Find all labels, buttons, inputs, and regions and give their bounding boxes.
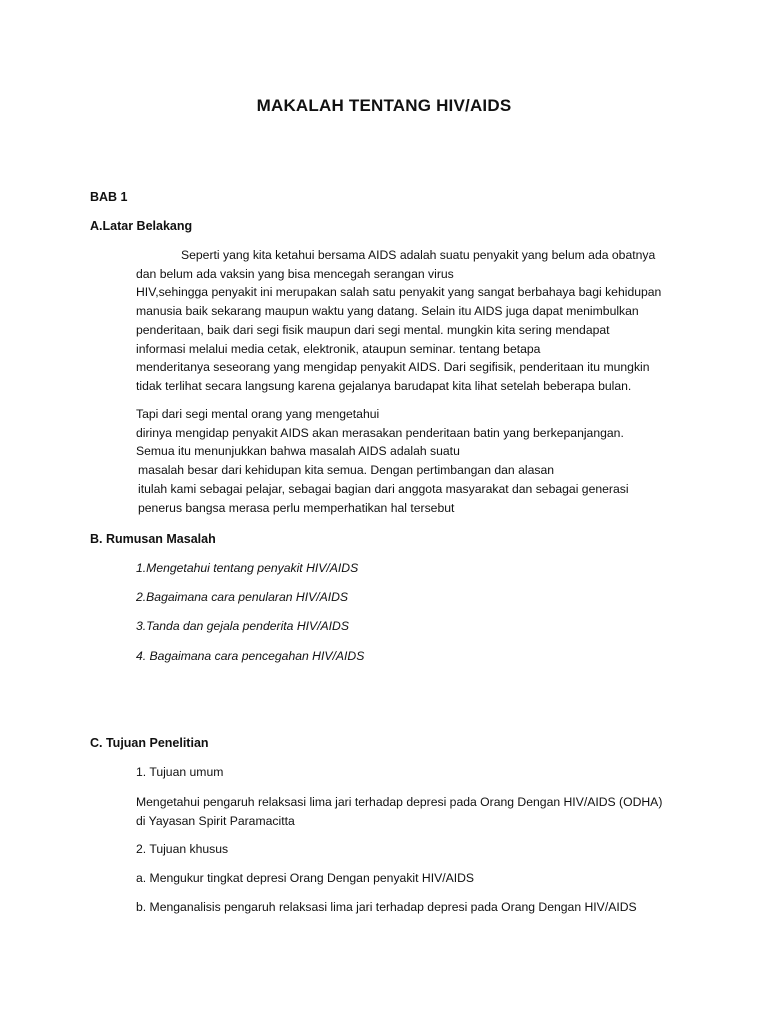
problem-item-1: 1.Mengetahui tentang penyakit HIV/AIDS [136,561,359,575]
section-a-heading: A.Latar Belakang [90,219,193,233]
section-c-heading: C. Tujuan Penelitian [90,736,209,750]
paragraph-line: di Yayasan Spirit Paramacitta [136,813,295,828]
problem-item-2: 2.Bagaimana cara penularan HIV/AIDS [136,590,349,604]
chapter-heading: BAB 1 [90,190,128,204]
paragraph-line: masalah besar dari kehidupan kita semua. Dengan pertimbangan dan alasan [138,463,554,478]
paragraph-line: Tapi dari segi mental orang yang mengetahui [136,407,380,421]
specific-objective-heading: 2. Tujuan khusus [136,842,229,856]
paragraph-line: HIV,sehingga penyakit ini merupakan salah satu penyakit yang sangat berbahaya bagi kehidupan [136,285,662,300]
paragraph-line: dan belum ada vaksin yang bisa mencegah serangan virus [136,266,454,281]
general-objective-heading: 1. Tujuan umum [136,765,224,779]
paragraph-line: tidak terlihat secara langsung karena gejalanya barudapat kita lihat setelah beberapa bulan. [136,378,632,393]
paragraph-line: informasi melalui media cetak, elektronik, ataupun seminar. tentang betapa [136,341,541,356]
paragraph-line: Mengetahui pengaruh relaksasi lima jari terhadap depresi pada Orang Dengan HIV/AIDS (ODHA) [136,795,663,809]
paragraph-line: Semua itu menunjukkan bahwa masalah AIDS adalah suatu [136,444,460,459]
paragraph-line: dirinya mengidap penyakit AIDS akan merasakan penderitaan batin yang berkepanjangan. [136,425,624,440]
document-title: MAKALAH TENTANG HIV/AIDS [256,96,512,115]
paragraph-line: penerus bangsa merasa perlu memperhatikan hal tersebut [138,500,455,515]
paragraph-line: penderitaan, baik dari segi fisik maupun dari segi mental. mungkin kita sering mendapat [136,322,610,337]
specific-objective-a: a. Mengukur tingkat depresi Orang Dengan penyakit HIV/AIDS [136,871,475,885]
background-paragraph-1 [136,246,696,396]
problem-item-3: 3.Tanda dan gejala penderita HIV/AIDS [136,619,349,633]
paragraph-line: Seperti yang kita ketahui bersama AIDS adalah suatu penyakit yang belum ada obatnya [181,248,656,262]
specific-objective-b: b. Menganalisis pengaruh relaksasi lima jari terhadap depresi pada Orang Dengan HIV/AIDS [136,900,637,914]
background-paragraph-2 [136,405,696,517]
problem-item-4: 4. Bagaimana cara pencegahan HIV/AIDS [136,649,365,663]
paragraph-line: manusia baik sekarang maupun waktu yang datang. Selain itu AIDS juga dapat menimbulkan [136,304,639,319]
paragraph-line: itulah kami sebagai pelajar, sebagai bagian dari anggota masyarakat dan sebagai generasi [138,481,629,496]
section-b-heading: B. Rumusan Masalah [90,532,216,546]
general-objective-text [136,793,696,830]
paragraph-line: menderitanya seseorang yang mengidap penyakit AIDS. Dari segifisik, penderitaan itu mungkin [136,360,650,375]
